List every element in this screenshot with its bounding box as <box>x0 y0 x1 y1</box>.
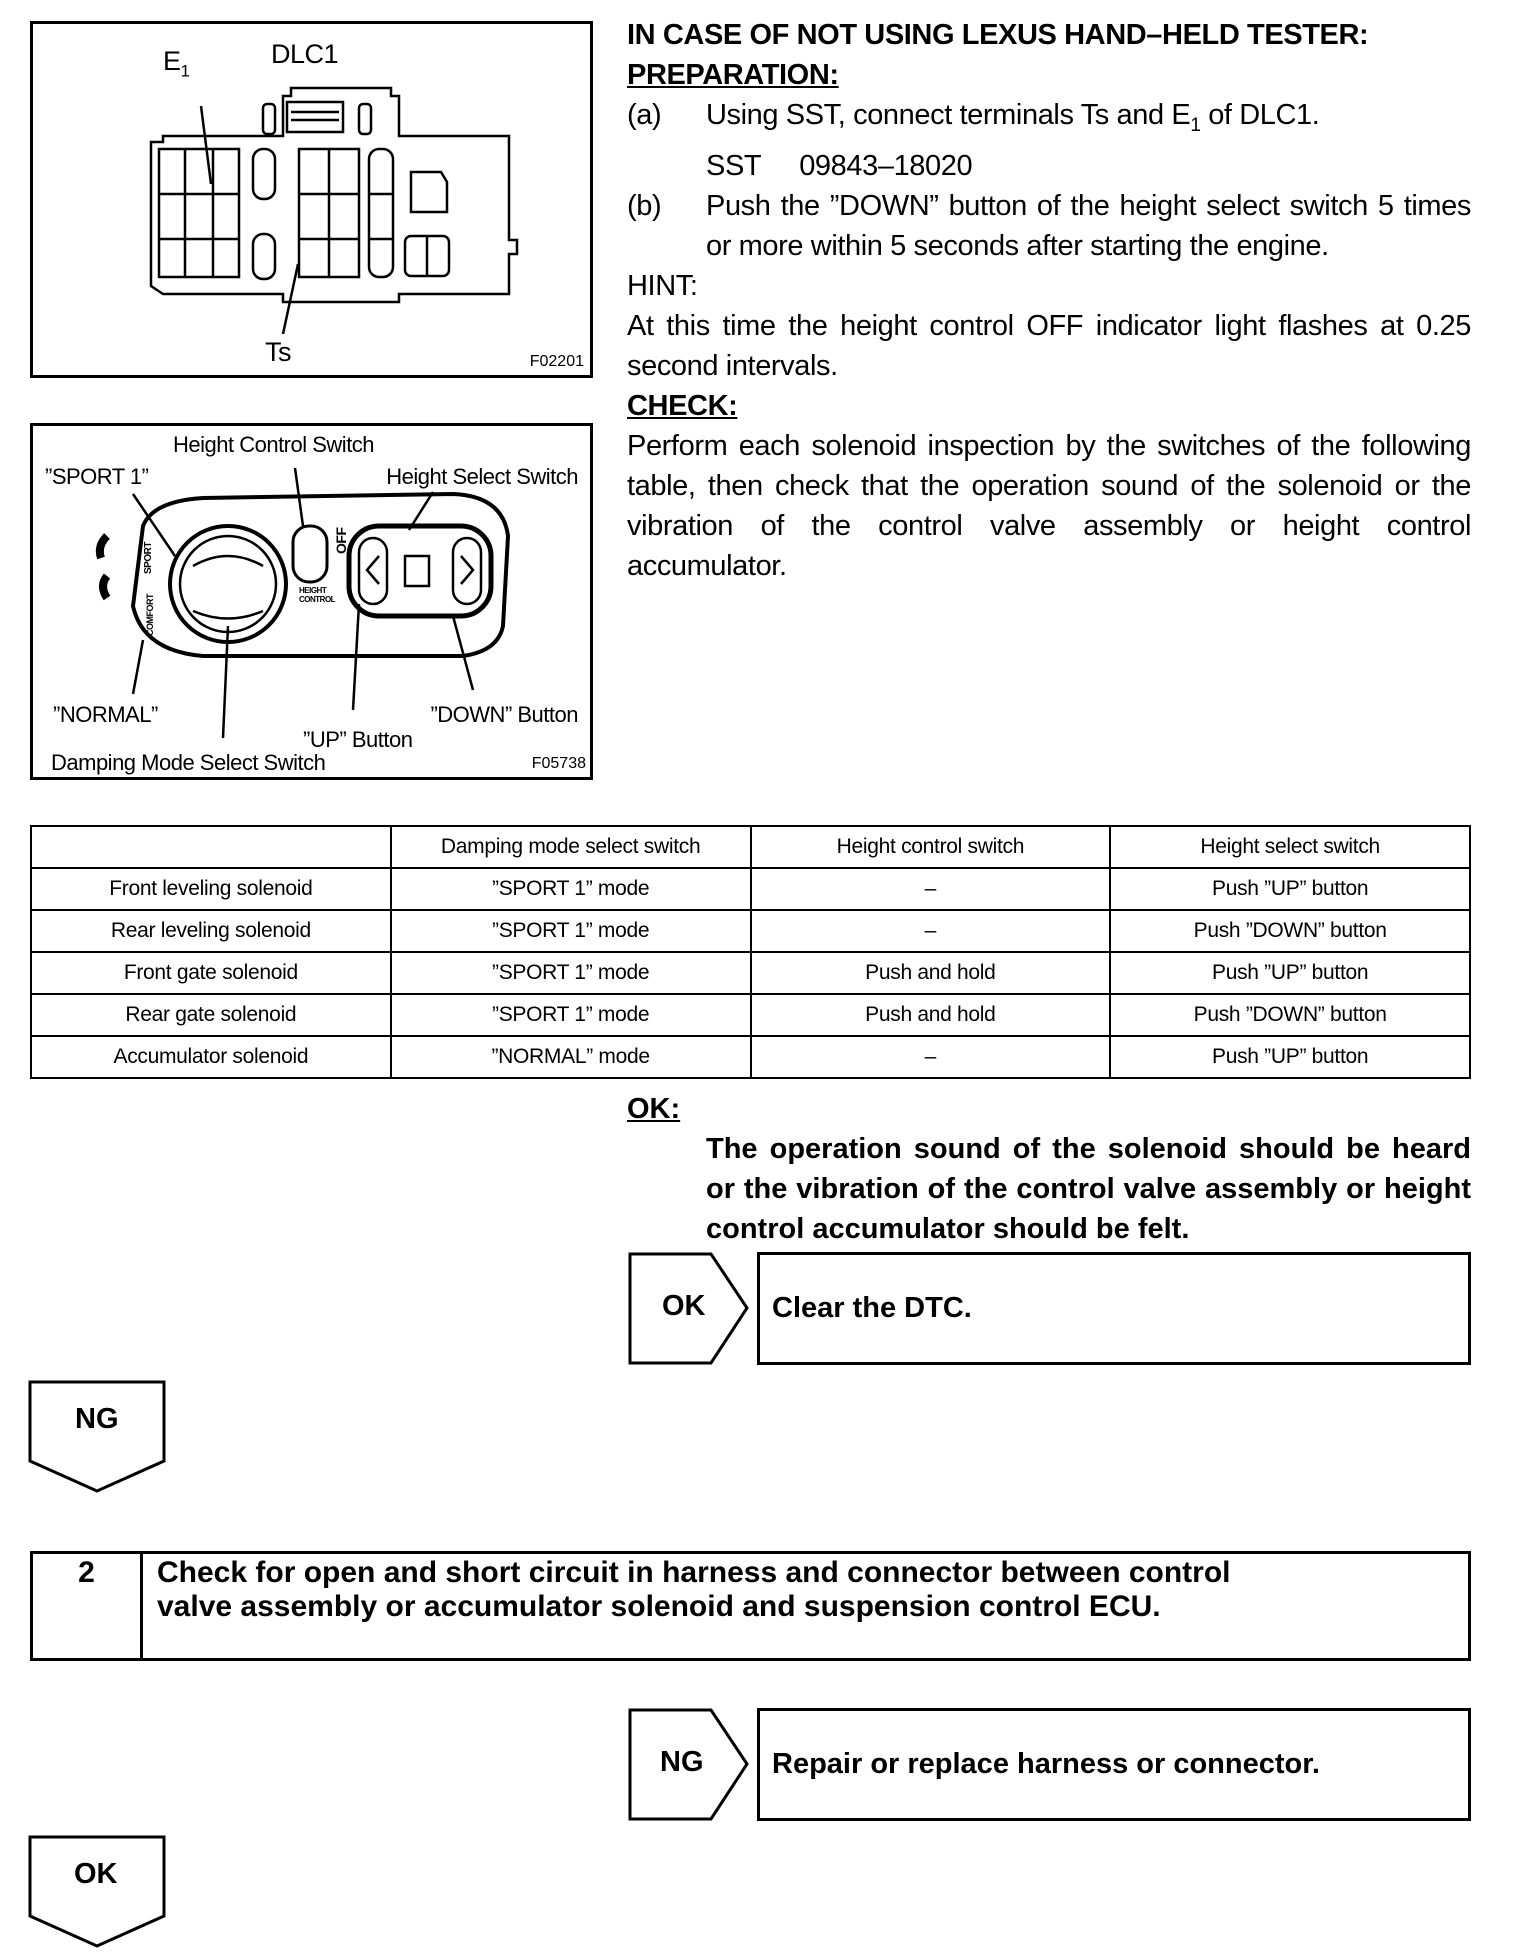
step-number: 2 <box>33 1554 143 1658</box>
table-row: Front leveling solenoid ”SPORT 1” mode – Push ”UP” button <box>31 868 1470 910</box>
check-title: CHECK: <box>627 389 738 422</box>
dlc1-connector-drawing <box>33 24 590 375</box>
ng-down-label: NG <box>75 1403 119 1435</box>
table-row: Accumulator solenoid ”NORMAL” mode – Push ”UP” button <box>31 1036 1470 1078</box>
figure-id: F02201 <box>529 353 584 370</box>
column-header: Height select switch <box>1110 826 1470 868</box>
step-a: (a) Using SST, connect terminals Ts and $E_1$ of DLC1. <box>627 99 1320 136</box>
off-button-label: OFF <box>333 527 349 554</box>
switch-panel-figure <box>30 423 593 780</box>
ok-title: OK: <box>627 1093 681 1125</box>
table-row: Front gate solenoid ”SPORT 1” mode Push and hold Push ”UP” button <box>31 952 1470 994</box>
up-button-label: ”UP” Button <box>303 727 413 752</box>
sst-line: SST 09843–18020 <box>706 149 973 182</box>
table-header-row <box>31 826 1470 868</box>
solenoid-inspection-table <box>30 825 1471 1079</box>
figure-id: F05738 <box>531 755 586 772</box>
ng-down-arrow-icon <box>28 1380 168 1494</box>
column-header: Height control switch <box>751 826 1111 868</box>
table-row: Rear leveling solenoid ”SPORT 1” mode – Push ”DOWN” button <box>31 910 1470 952</box>
column-header: Damping mode select switch <box>391 826 751 868</box>
step-2-box <box>30 1551 1471 1661</box>
ok-down-arrow-icon <box>28 1835 168 1949</box>
normal-label: ”NORMAL” <box>53 702 158 727</box>
ok-criteria-text: The operation sound of the solenoid should be heard or the vibration of the control valve assembly or height control accumulator should be felt. <box>706 1133 1471 1245</box>
damping-mode-select-switch-label: Damping Mode Select Switch <box>51 750 326 775</box>
height-control-mark: HEIGHT CONTROL <box>299 586 336 604</box>
ok-down-label: OK <box>74 1858 118 1890</box>
heading: IN CASE OF NOT USING LEXUS HAND–HELD TESTER: <box>627 19 1369 51</box>
height-control-switch-label: Height Control Switch <box>173 432 375 457</box>
ts-terminal-label: Ts <box>265 337 291 367</box>
sport-mark: SPORT <box>143 542 154 574</box>
preparation-title: PREPARATION: <box>627 59 839 91</box>
height-select-switch-label: Height Select Switch <box>386 464 578 489</box>
ok-arrow-label: OK <box>662 1290 706 1322</box>
down-button-label: ”DOWN” Button <box>430 702 578 727</box>
table-row: Rear gate solenoid ”SPORT 1” mode Push and hold Push ”DOWN” button <box>31 994 1470 1036</box>
dlc1-label: DLC1 <box>271 39 339 69</box>
hint-title: HINT: <box>627 269 698 302</box>
step-title: Check for open and short circuit in harness and connector between control valve assembly or accumulator solenoid and suspension control ECU. <box>157 1556 1231 1623</box>
dlc1-connector-figure <box>30 21 593 378</box>
e1-terminal-label: $E_1$ <box>163 46 190 81</box>
ok-result-box: Clear the DTC. <box>757 1252 1471 1365</box>
comfort-mark: COMFORT <box>145 594 155 636</box>
instructions <box>627 15 1471 586</box>
step-b: (b) Push the ”DOWN” button of the height select switch 5 times or more within 5 seconds after starting the engine. <box>627 189 1471 262</box>
check-text: Perform each solenoid inspection by the switches of the following table, then check that the operation sound of the solenoid or the vibration of the control valve assembly or height control accumulator. <box>627 429 1471 582</box>
ng-result-box: Repair or replace harness or connector. <box>757 1708 1471 1821</box>
hint-text: At this time the height control OFF indicator light flashes at 0.25 second intervals. <box>627 309 1471 382</box>
sport1-label: ”SPORT 1” <box>45 464 149 489</box>
ng-arrow-label: NG <box>660 1746 704 1778</box>
